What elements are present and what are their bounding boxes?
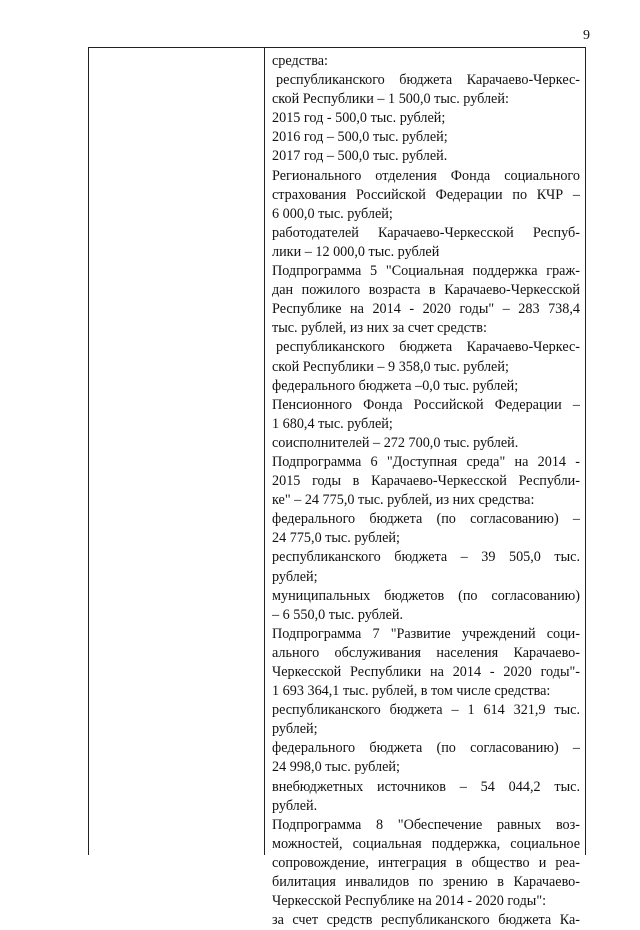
text-line: страхования Российской Федерации по КЧР – bbox=[272, 186, 580, 203]
text-line: Подпрограмма 5 "Социальная поддержка граж- bbox=[272, 263, 580, 280]
text-line: Пенсионного Фонда Российской Федерации – bbox=[272, 396, 580, 413]
text-line: средства: bbox=[272, 53, 328, 69]
text-line: Подпрограмма 8 "Обеспечение равных воз- bbox=[272, 816, 580, 833]
text-line: муниципальных бюджетов (по согласованию) bbox=[272, 587, 580, 604]
text-line: республиканского бюджета – 39 505,0 тыс. bbox=[272, 549, 580, 566]
table-left-column bbox=[89, 48, 265, 855]
text-line: республиканского бюджета Карачаево-Черкес- bbox=[276, 339, 580, 356]
text-line: Регионального отделения Фонда социального bbox=[272, 167, 580, 184]
text-line: республиканского бюджета – 1 614 321,9 тыс. bbox=[272, 702, 580, 719]
text-line: ской Республики – 9 358,0 тыс. рублей; bbox=[272, 358, 509, 375]
text-line: федерального бюджета –0,0 тыс. рублей; bbox=[272, 377, 519, 394]
text-line: 24 998,0 тыс. рублей; bbox=[272, 759, 400, 776]
page-number: 9 bbox=[583, 28, 590, 43]
text-line: рублей; bbox=[272, 568, 318, 585]
text-line: 6 000,0 тыс. рублей; bbox=[272, 205, 393, 222]
text-line: 1 680,4 тыс. рублей; bbox=[272, 415, 393, 432]
text-line: билитация инвалидов по зрению в Карачаево- bbox=[272, 874, 580, 891]
text-line: рублей; bbox=[272, 721, 318, 738]
text-line: можностей, социальная поддержка, социальное bbox=[272, 835, 580, 852]
text-line: работодателей Карачаево-Черкесской Респуб- bbox=[272, 224, 580, 241]
text-line: Черкесской Республики на 2014 - 2020 годы"- bbox=[272, 664, 580, 680]
text-line: лики – 12 000,0 тыс. рублей bbox=[272, 243, 440, 260]
text-line: Черкесской Республике на 2014 - 2020 годы": bbox=[272, 893, 547, 910]
text-line: внебюджетных источников – 54 044,2 тыс. bbox=[272, 778, 580, 795]
text-line: 1 693 364,1 тыс. рублей, в том числе средства: bbox=[272, 683, 551, 700]
table-right-column bbox=[265, 48, 585, 929]
text-line: – 6 550,0 тыс. рублей. bbox=[272, 606, 404, 623]
text-line: тыс. рублей, из них за счет средств: bbox=[272, 320, 487, 337]
text-line: ального обслуживания населения Карачаево- bbox=[272, 644, 580, 661]
text-line: федерального бюджета (по согласованию) – bbox=[272, 511, 580, 528]
text-line: соисполнителей – 272 700,0 тыс. рублей. bbox=[272, 434, 519, 451]
text-line: 24 775,0 тыс. рублей; bbox=[272, 530, 400, 547]
funding-text-block bbox=[272, 52, 580, 930]
text-line: дан пожилого возраста в Карачаево-Черкесской bbox=[272, 282, 580, 299]
text-line: 2016 год – 500,0 тыс. рублей; bbox=[272, 129, 448, 146]
text-line: Республике на 2014 - 2020 годы" – 283 738,4 bbox=[272, 301, 580, 318]
text-line: 2015 год - 500,0 тыс. рублей; bbox=[272, 110, 446, 127]
text-line: рублей. bbox=[272, 797, 318, 814]
text-line: 2015 годы в Карачаево-Черкесской Республи- bbox=[272, 473, 580, 490]
program-table bbox=[88, 47, 586, 929]
text-line: федерального бюджета (по согласованию) – bbox=[272, 740, 580, 757]
text-line: республиканского бюджета Карачаево-Черкес- bbox=[276, 72, 580, 89]
text-line: сопровождение, интеграция в общество и реа- bbox=[272, 854, 580, 871]
text-line: 2017 год – 500,0 тыс. рублей. bbox=[272, 148, 448, 165]
text-line: ке" – 24 775,0 тыс. рублей, из них средства: bbox=[272, 492, 535, 509]
text-line: Подпрограмма 6 "Доступная среда" на 2014 - bbox=[272, 453, 580, 470]
text-line: ской Республики – 1 500,0 тыс. рублей: bbox=[272, 91, 509, 108]
text-line: Подпрограмма 7 "Развитие учреждений соци- bbox=[272, 625, 580, 642]
text-line: за счет средств республиканского бюджета Ка- bbox=[272, 912, 580, 929]
